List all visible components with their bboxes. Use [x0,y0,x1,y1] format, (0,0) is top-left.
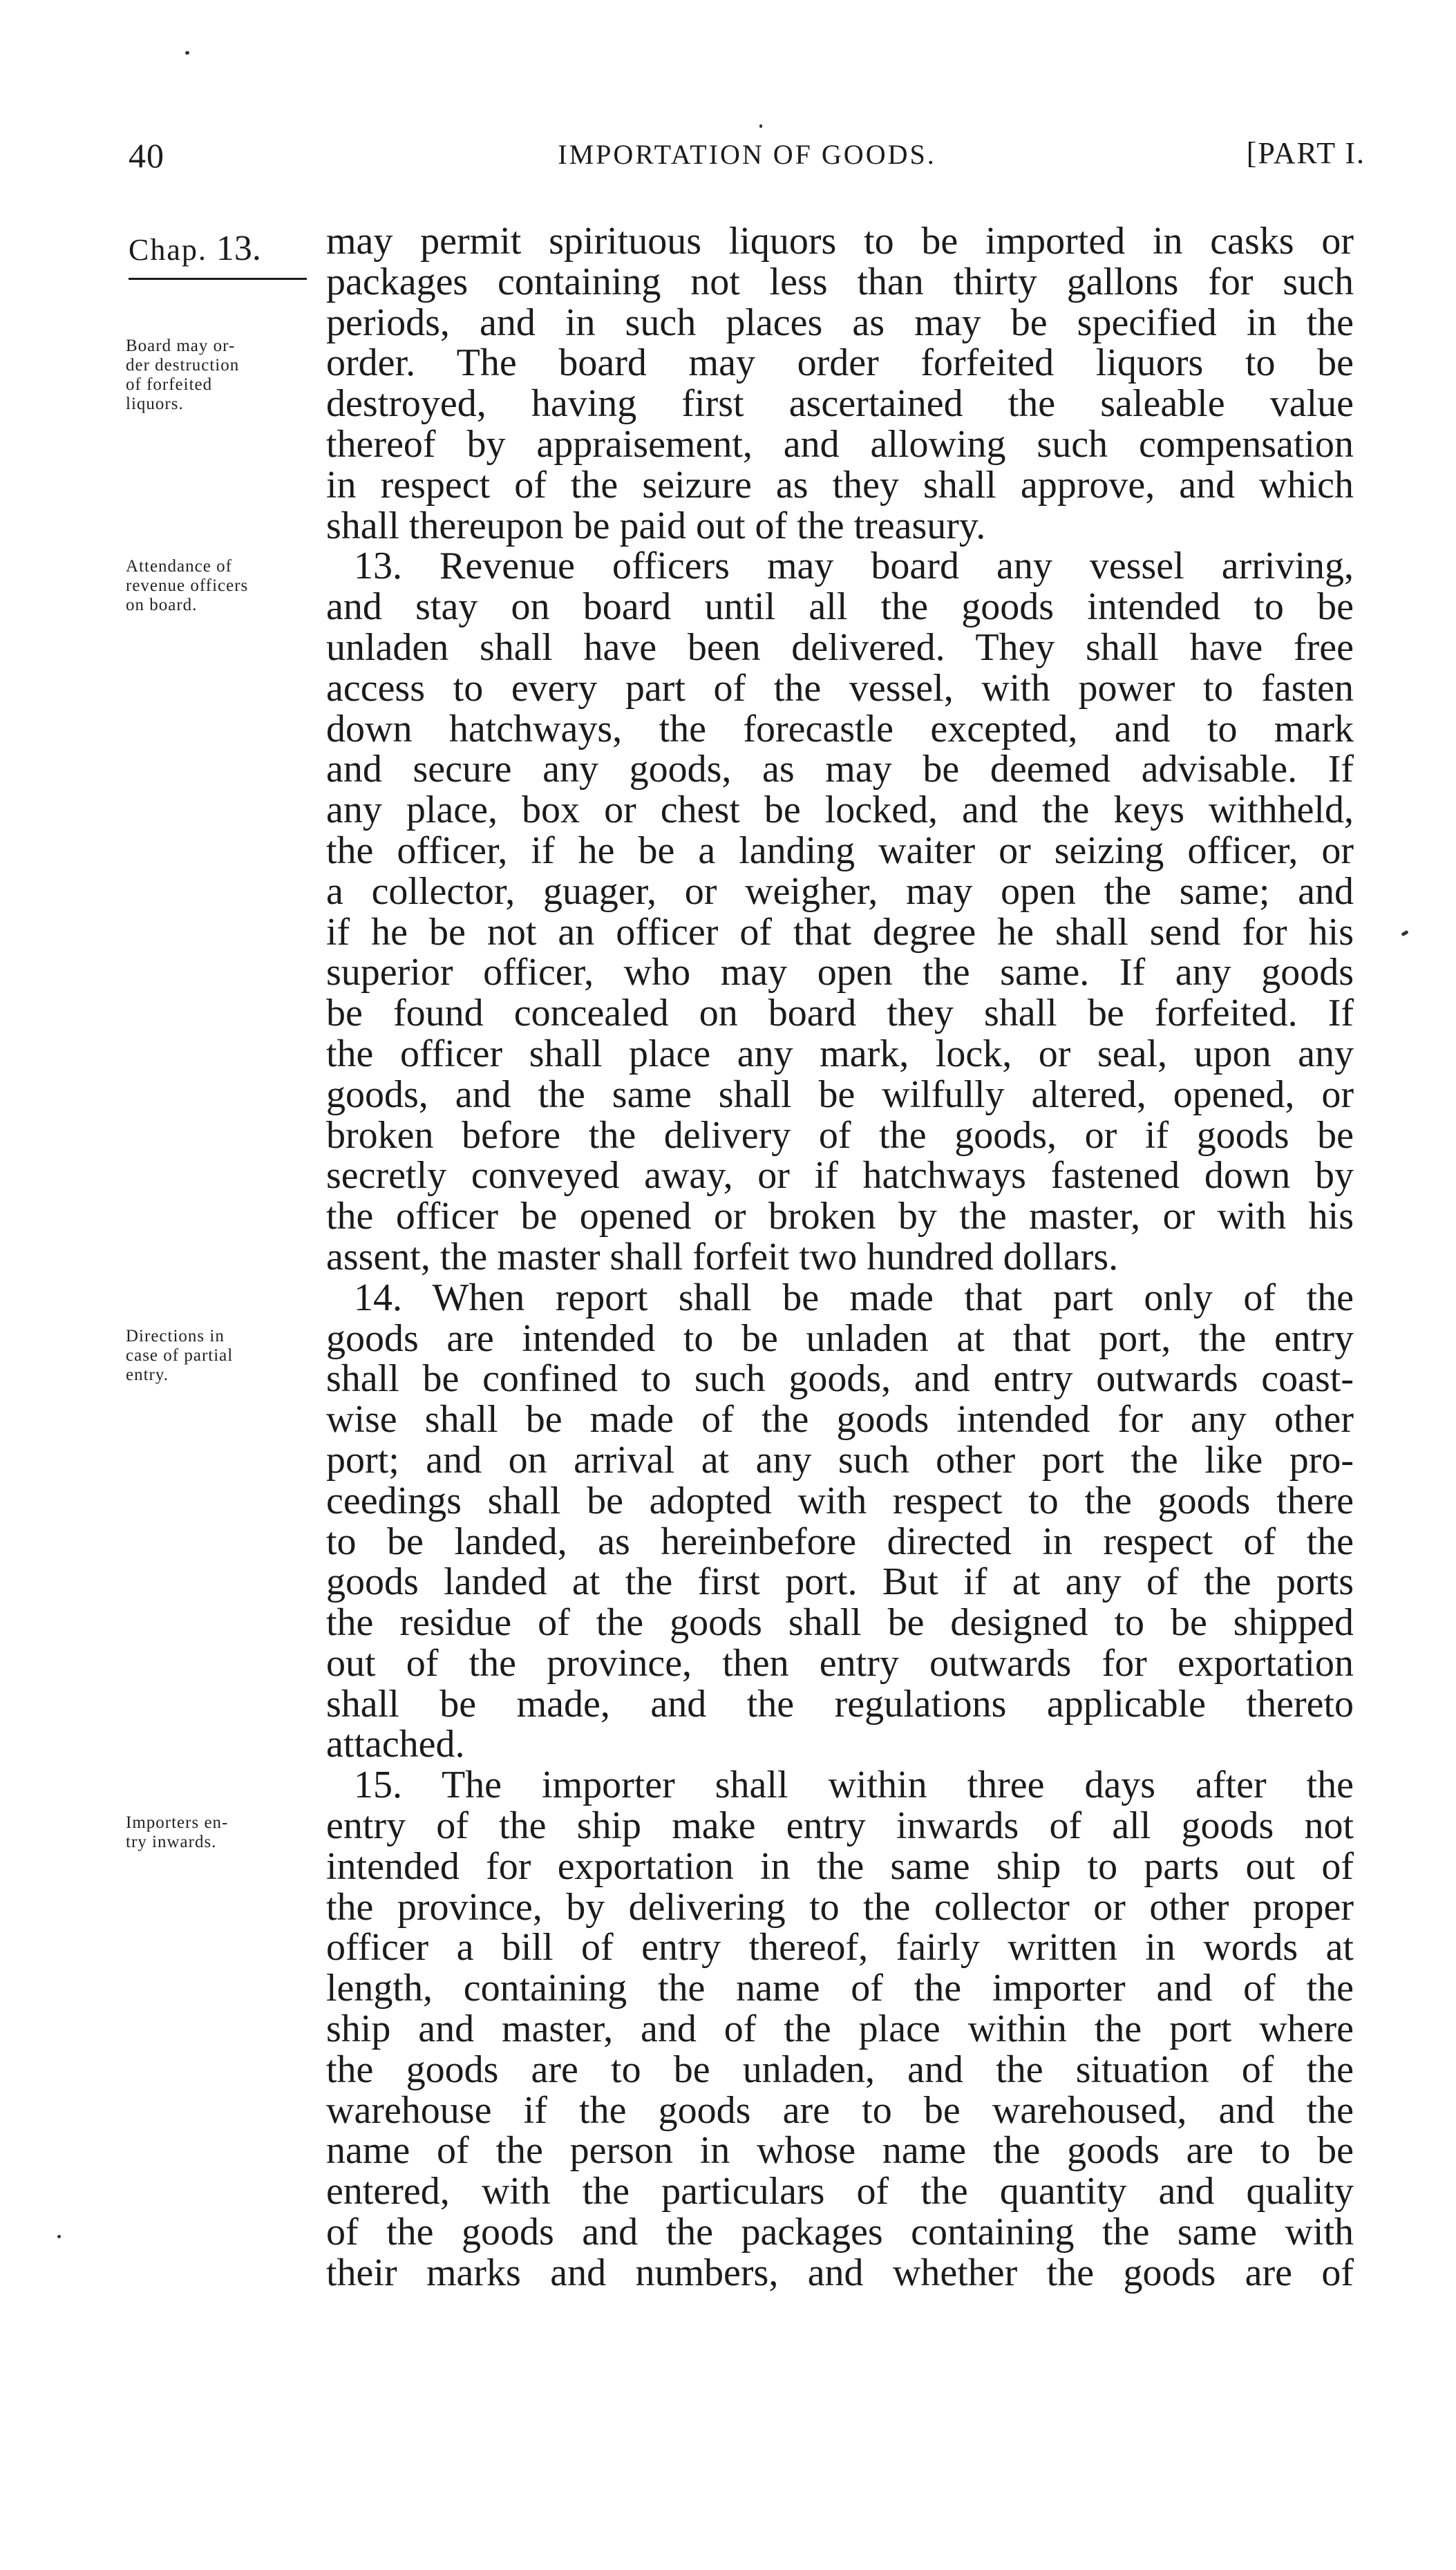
margin-note-line: Attendance of [126,557,232,576]
text-line: thereof by appraisement, and allowing such compensation [326,422,1354,466]
margin-note-importers-entry [126,1813,319,1852]
text-line: a collector, guager, or weigher, may open the same; and [326,869,1354,913]
text-line: packages containing not less than thirty gallons for such [326,260,1354,303]
margin-note-line: entry. [126,1366,169,1384]
text-line: in respect of the seizure as they shall approve, and which [326,463,1354,507]
margin-note-line: try inwards. [126,1833,217,1851]
text-line: officer a bill of entry thereof, fairly written in words at [326,1926,1354,1969]
text-line: intended for exportation in the same ship to parts out of [326,1844,1354,1888]
text-line: down hatchways, the forecastle excepted, and to mark [326,707,1354,750]
text-line: broken before the delivery of the goods, or if goods be [326,1113,1354,1157]
text-line: their marks and numbers, and whether the goods are of [326,2251,1354,2294]
text-line: of the goods and the packages containing the same with [326,2211,1354,2254]
text-line: goods are intended to be unladen at that port, the entry [326,1316,1354,1360]
chapter-prefix: Chap. [129,233,207,267]
text-line: the residue of the goods shall be designed to be shipped [326,1601,1354,1645]
text-line: the goods are to be unladen, and the situation of the [326,2048,1354,2091]
margin-note-line: liquors. [126,395,184,413]
part-label: [PART I. [1246,136,1365,170]
margin-note-line: on board. [126,596,198,614]
text-line: the officer shall place any mark, lock, or seal, upon any [326,1032,1354,1075]
text-line: shall be confined to such goods, and entry outwards coast- [326,1357,1354,1401]
text-line: attached. [326,1723,465,1766]
print-speck [185,51,189,55]
text-line: shall be made, and the regulations applicable thereto [326,1682,1354,1726]
text-line: and stay on board until all the goods intended to be [326,585,1354,629]
text-line: be found concealed on board they shall be forfeited. If [326,992,1354,1035]
chapter-number: 13. [216,229,261,268]
text-line: name of the person in whose name the goods are to be [326,2129,1354,2173]
page-number: 40 [129,136,164,175]
text-line: assent, the master shall forfeit two hundred dollars. [326,1235,1119,1278]
text-line: length, containing the name of the importer and of the [326,1967,1354,2010]
text-line: goods landed at the first port. But if at any of the ports [326,1560,1354,1604]
text-line: secretly conveyed away, or if hatchways fastened down by [326,1154,1354,1198]
text-line: the officer be opened or broken by the master, or with his [326,1195,1354,1238]
chapter-rule [129,278,307,280]
text-line: warehouse if the goods are to be warehoused, and the [326,2088,1354,2132]
margin-note-line: revenue officers [126,576,249,595]
text-line: destroyed, having first ascertained the saleable value [326,382,1354,426]
margin-note-line: case of partial [126,1346,234,1365]
text-line: superior officer, who may open the same. If any goods [326,951,1354,994]
text-line: out of the province, then entry outwards for exportation [326,1641,1354,1685]
margin-note-attendance [126,557,319,615]
margin-note-board-destruction [126,337,319,414]
text-line: entered, with the particulars of the quantity and quality [326,2170,1354,2213]
text-line: the province, by delivering to the collector or other proper [326,1885,1354,1929]
text-line: any place, box or chest be locked, and the keys withheld, [326,788,1354,832]
section-13-first-line: 13. Revenue officers may board any vessel arriving, [354,545,1354,588]
text-line: shall thereupon be paid out of the treasury. [326,504,986,547]
text-line: unladen shall have been delivered. They shall have free [326,625,1354,669]
text-line: to be landed, as hereinbefore directed in respect of the [326,1520,1354,1563]
margin-note-line: der destruction [126,356,240,375]
section-15-first-line: 15. The importer shall within three days after the [354,1764,1354,1807]
print-speck [57,2235,61,2238]
text-line: ship and master, and of the place within the port where [326,2007,1354,2051]
text-line: if he be not an officer of that degree he shall send for his [326,910,1354,954]
text-line: ceedings shall be adopted with respect to the goods there [326,1479,1354,1522]
text-line: access to every part of the vessel, with power to fasten [326,666,1354,710]
text-line: and secure any goods, as may be deemed advisable. If [326,748,1354,791]
margin-note-line: Board may or- [126,337,236,355]
chapter-label [129,228,261,269]
text-line: order. The board may order forfeited liquors to be [326,341,1354,385]
text-line: wise shall be made of the goods intended for any other [326,1398,1354,1442]
print-speck [759,124,762,128]
running-title: IMPORTATION OF GOODS. [558,139,936,170]
section-14-first-line: 14. When report shall be made that part only of the [354,1276,1354,1319]
margin-note-line: Directions in [126,1327,225,1345]
margin-note-partial-entry [126,1327,319,1385]
print-speck [1401,930,1408,936]
page-header [129,135,1365,184]
text-line: periods, and in such places as may be specified in the [326,301,1354,344]
margin-note-line: Importers en- [126,1813,229,1832]
text-line: goods, and the same shall be wilfully altered, opened, or [326,1073,1354,1116]
body-text [326,221,1354,2294]
text-line: the officer, if he be a landing waiter or seizing officer, or [326,829,1354,872]
margin-note-line: of forfeited [126,375,213,394]
text-line: port; and on arrival at any such other port the like pro- [326,1438,1354,1482]
text-line: entry of the ship make entry inwards of all goods not [326,1804,1354,1848]
text-line: may permit spirituous liquors to be imported in casks or [326,220,1354,263]
